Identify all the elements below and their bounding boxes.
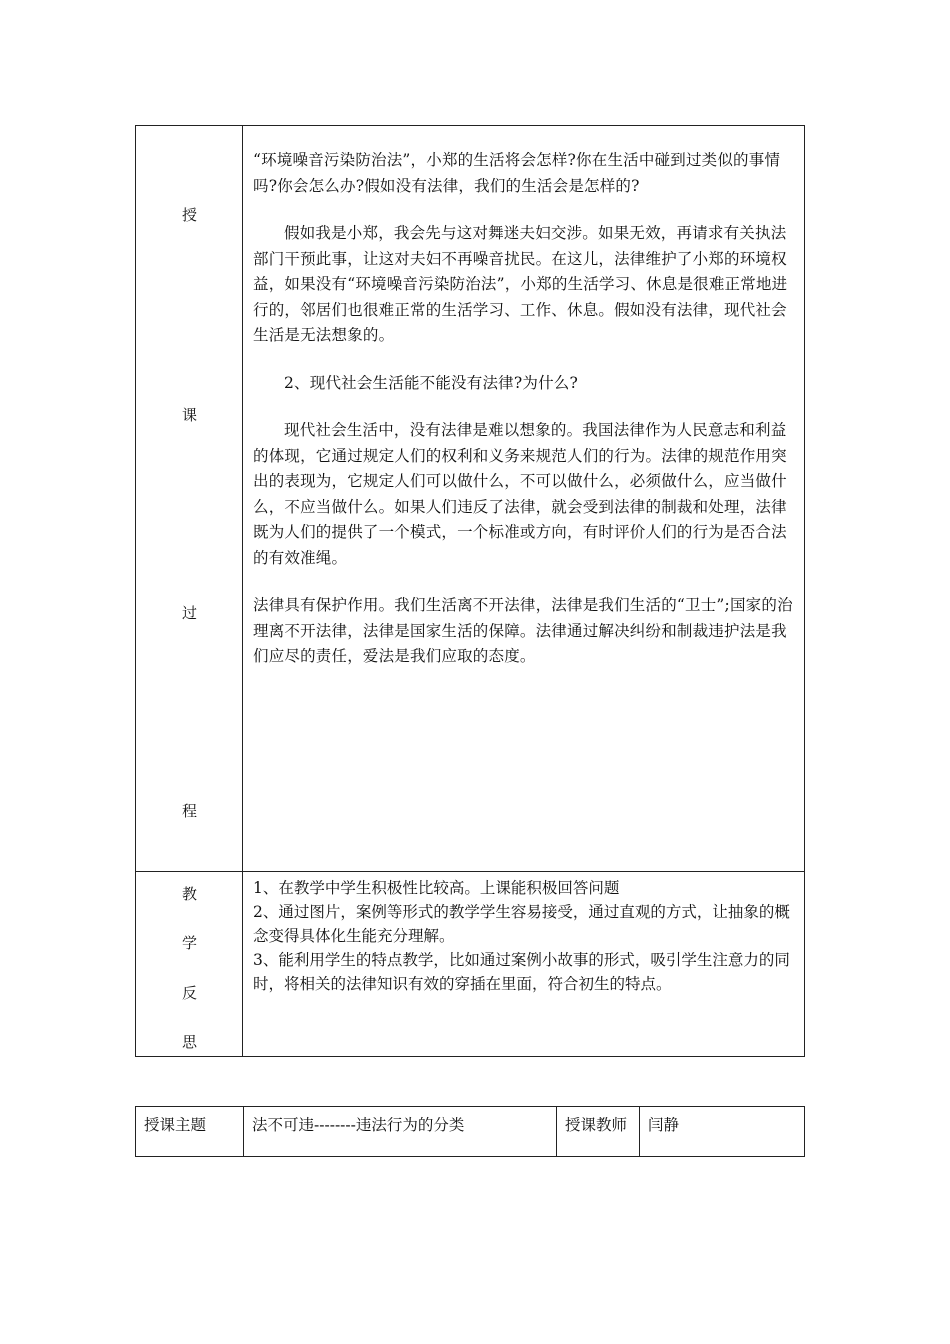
paragraph-protection: 法律具有保护作用。我们生活离不开法律，法律是我们生活的“卫士”;国家的治理离不开法律，法律是国家生活的保障。法律通过解决纠纷和制裁违护法是我们应尽的责任，爱法是我们应取的态度。 [253,596,793,665]
lesson-table [135,125,805,1057]
side-label-ke: 课 [181,406,197,424]
row-divider [136,871,804,872]
side-label-si: 思 [181,1033,197,1051]
reflection-item: 3、能利用学生的特点教学，比如通过案例小故事的形式，吸引学生注意力的同时，将相关的法律知识有效的穿插在里面，符合初生的特点。 [253,951,790,993]
topic-value: 法不可违--------违法行为的分类 [243,1107,556,1156]
paragraph-question-2: 2、现代社会生活能不能没有法律?为什么? [284,373,578,392]
reflection-item: 1、在教学中学生积极性比较高。上课能积极回答问题 [253,879,620,897]
lesson-content [253,148,798,670]
teacher-value: 闫静 [639,1107,804,1156]
left-label-column [136,126,243,1056]
side-label-cheng: 程 [181,802,197,820]
paragraph-question: “环境噪音污染防治法”，小郑的生活将会怎样?你在生活中碰到过类似的事情吗?你会怎么办?假如没有法律，我们的生活会是怎样的? [253,151,781,195]
paragraph-modern-society: 现代社会生活中，没有法律是难以想象的。我国法律作为人民意志和利益的体现，它通过规定人们的权利和义务来规范人们的行为。法律的规范作用突出的表现为，它规定人们可以做什么，不可以做什么，必须做什么，应当做什么，不应当做什么。如果人们违反了法律，就会受到法律的制裁和处理，法律既为人们的提供了一个模式，一个标准或方向，有时评价人们的行为是否合法的有效准绳。 [253,421,787,567]
teacher-label: 授课教师 [556,1107,639,1156]
reflection-item: 2、通过图片，案例等形式的教学学生容易接受，通过直观的方式，让抽象的概念变得具体化生能充分理解。 [253,903,790,945]
side-label-xue: 学 [181,934,197,952]
side-label-shou: 授 [181,206,197,224]
topic-label: 授课主题 [144,1116,207,1134]
reflection-content [253,876,798,996]
side-label-fan: 反 [181,984,197,1002]
paragraph-answer: 假如我是小郑，我会先与这对舞迷夫妇交涉。如果无效，再请求有关执法部门干预此事，让这对夫妇不再噪音扰民。在这儿，法律维护了小郑的环境权益，如果没有“环境噪音污染防治法”，小郑的生活学习、休息是很难正常地进行的，邻居们也很难正常的生活学习、工作、休息。假如没有法律，现代社会生活是无法想象的。 [253,224,788,344]
side-label-jiao: 教 [181,885,197,903]
topic-table [135,1106,805,1157]
side-label-guo: 过 [181,604,197,622]
